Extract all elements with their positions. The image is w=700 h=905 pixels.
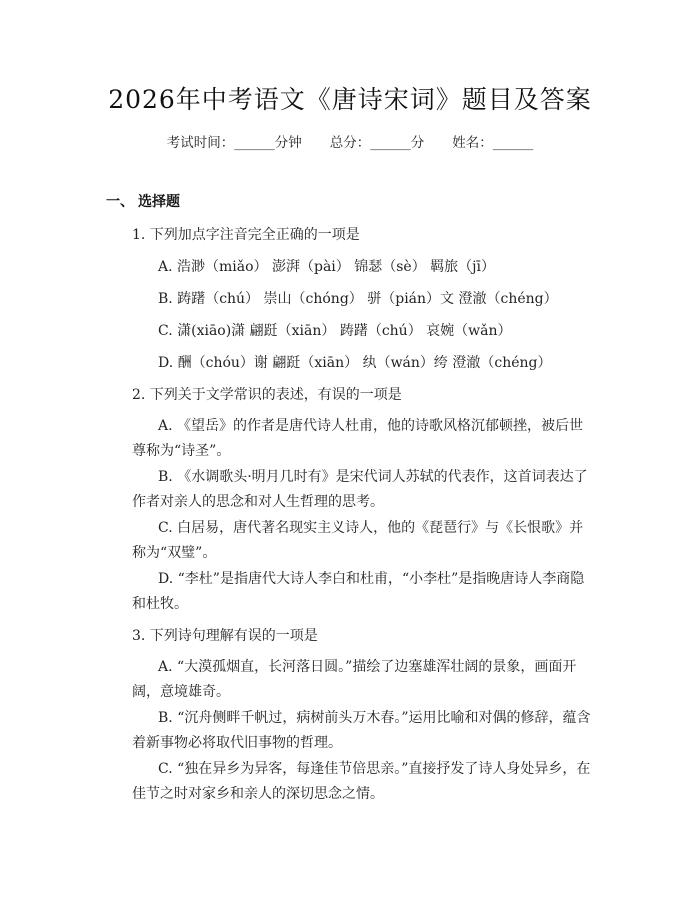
question-2-option-c: C. 白居易，唐代著名现实主义诗人，他的《琵琶行》与《长恨歌》并称为“双璧”。: [132, 520, 584, 561]
exam-time: 考试时间：______分钟: [166, 135, 302, 151]
section-label: 选择题: [138, 194, 180, 210]
section-number: 一、: [106, 194, 134, 210]
exam-meta: [0, 131, 700, 151]
question-3-option-c: C. “独在异乡为异客，每逢佳节倍思亲。”直接抒发了诗人身处异乡，在佳节之时对家乡和亲人的深切思念之情。: [132, 761, 591, 802]
exam-score: 总分：______分: [329, 135, 425, 151]
question-3-option-a: A. “大漠孤烟直，长河落日圆。”描绘了边塞雄浑壮阔的景象，画面开阔，意境雄奇。: [132, 659, 577, 700]
question-2-option-a: A. 《望岳》的作者是唐代诗人杜甫，他的诗歌风格沉郁顿挫，被后世尊称为“诗圣”。: [132, 418, 584, 459]
exam-name: 姓名：______: [452, 135, 534, 151]
page-title: 2026年中考语文《唐诗宋词》题目及答案: [108, 85, 592, 114]
question-2-option-b: B. 《水调歌头·明月几时有》是宋代词人苏轼的代表作，这首词表达了作者对亲人的思念和对人生哲理的思考。: [132, 469, 588, 510]
question-2-stem: 2. 下列关于文学常识的表述，有误的一项是: [132, 387, 402, 403]
question-1-option-d: D. 酬（chóu）谢 翩跹（xiān） 纨（wán）绔 澄澈（chéng）: [158, 355, 552, 371]
question-3-option-b: B. “沉舟侧畔千帆过，病树前头万木春。”运用比喻和对偶的修辞，蕴含着新事物必将取代旧事物的哲理。: [132, 710, 591, 751]
question-2-option-d: D. “李杜”是指唐代大诗人李白和杜甫，“小李杜”是指晚唐诗人李商隐和杜牧。: [132, 571, 585, 612]
question-1-option-a: A. 浩渺（miǎo） 澎湃（pài） 锦瑟（sè） 羁旅（jī）: [158, 259, 495, 275]
section-heading: [106, 191, 180, 211]
question-1-option-b: B. 踌躇（chú） 崇山（chóng） 骈（pián）文 澄澈（chéng）: [158, 291, 558, 307]
question-1-option-c: C. 潇(xiāo)潇 翩跹（xiān） 踌躇（chú） 哀婉（wǎn）: [158, 323, 512, 339]
question-1-stem: 1. 下列加点字注音完全正确的一项是: [132, 227, 360, 243]
question-3-stem: 3. 下列诗句理解有误的一项是: [132, 628, 318, 644]
